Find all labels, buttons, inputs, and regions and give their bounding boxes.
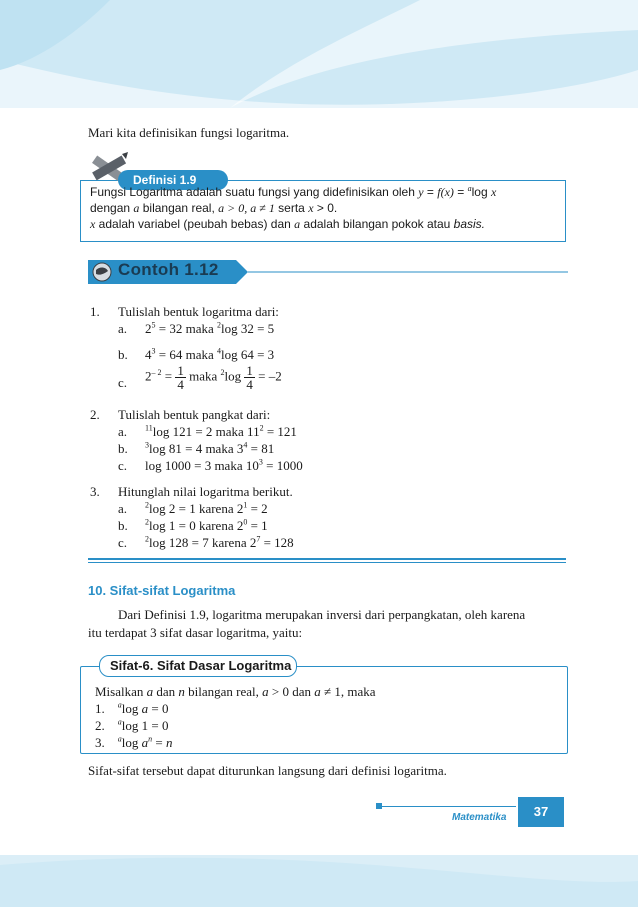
fraction-one-quarter: $\frac{1}{4}$ [177, 363, 184, 392]
definition-title: Definisi 1.9 [118, 170, 228, 190]
fraction-one-quarter-2: $\frac{1}{4}$ [246, 363, 253, 392]
separator-rule-bottom [88, 562, 566, 563]
section-heading: 10. Sifat-sifat Logaritma [88, 583, 236, 598]
q1-text: Tulislah bentuk logaritma dari: [118, 304, 279, 319]
intro-text: Mari kita definisikan fungsi logaritma. [88, 125, 290, 140]
definition-line-1: Fungsi Logaritma adalah suatu fungsi yang didefinisikan oleh y = f(x) = $^a$log x [90, 184, 497, 199]
section-paragraph-line-2: itu terdapat 3 sifat dasar logaritma, yaitu: [88, 625, 303, 640]
footer-rule-marker [376, 803, 382, 809]
page-number: 37 [518, 797, 564, 827]
q3-b-expr: $^2$log 1 = 0 karena $2^0 = 1$ [145, 517, 268, 533]
definition-line-2: dengan a bilangan real, a > 0, a ≠ 1 serta x > 0. [90, 201, 338, 215]
q2-a-expr: $^{11}$log 121 = 2 maka $11^2 = 121$ [145, 423, 297, 439]
q2-c-label: c. [118, 458, 128, 473]
section-paragraph-line-1: Dari Definisi 1.9, logaritma merupakan inversi dari perpangkatan, oleh karena [118, 607, 526, 622]
q1-c-expr: $2^{- 2}$ = $\frac{1}{4}$ maka $^2$log $\frac{1}{4}$ = –2 [145, 363, 282, 392]
q2-c-expr: log 1000 = 3 maka $10^3 = 1000$ [145, 457, 303, 473]
footer-rule [378, 806, 516, 807]
q2-b-expr: $^3$log 81 = 4 maka $3^4 = 81$ [145, 440, 275, 456]
q3-number: 3. [90, 484, 100, 499]
q3-c-expr: $^2$log 128 = 7 karena $2^7 = 128$ [145, 534, 294, 550]
q3-a-expr: $^2$log 2 = 1 karena $2^1 = 2$ [145, 500, 268, 516]
property-item-1: 1. $^a$log a = 0 [95, 700, 169, 716]
header-banner [0, 0, 638, 108]
separator-rule-top [88, 558, 566, 560]
property-intro: Misalkan a dan n bilangan real, a > 0 dan a ≠ 1, maka [95, 684, 376, 699]
footer-band [0, 855, 638, 907]
q1-b-label: b. [118, 347, 128, 362]
q1-a-expr: $2^5 = 32$ maka $^2$log 32 = 5 [145, 320, 275, 336]
property-item-2: 2. $^a$log 1 = 0 [95, 717, 169, 733]
q2-text: Tulislah bentuk pangkat dari: [118, 407, 271, 422]
q2-b-label: b. [118, 441, 128, 456]
q3-text: Hitunglah nilai logaritma berikut. [118, 484, 293, 499]
property-item-3: 3. $^a$log $a^n = n$ [95, 734, 173, 750]
property-title: Sifat-6. Sifat Dasar Logaritma [99, 655, 297, 677]
q2-number: 2. [90, 407, 100, 422]
definition-line-3: x adalah variabel (peubah bebas) dan a adalah bilangan pokok atau basis. [90, 217, 486, 231]
q3-b-label: b. [118, 518, 128, 533]
q2-a-label: a. [118, 424, 128, 439]
q3-c-label: c. [118, 535, 128, 550]
q3-a-label: a. [118, 501, 128, 516]
q1-b-expr: $4^3 = 64$ maka $^4$log 64 = 3 [145, 346, 275, 362]
footer-subject: Matematika [452, 812, 507, 823]
q1-c-label: c. [118, 375, 128, 390]
closing-text: Sifat-sifat tersebut dapat diturunkan langsung dari definisi logaritma. [88, 763, 447, 778]
definition-rule [213, 180, 565, 181]
footer-decoration [0, 855, 638, 907]
example-title: Contoh 1.12 [118, 260, 219, 279]
q1-number: 1. [90, 304, 100, 319]
q1-a-label: a. [118, 321, 128, 336]
header-decoration [0, 0, 638, 108]
